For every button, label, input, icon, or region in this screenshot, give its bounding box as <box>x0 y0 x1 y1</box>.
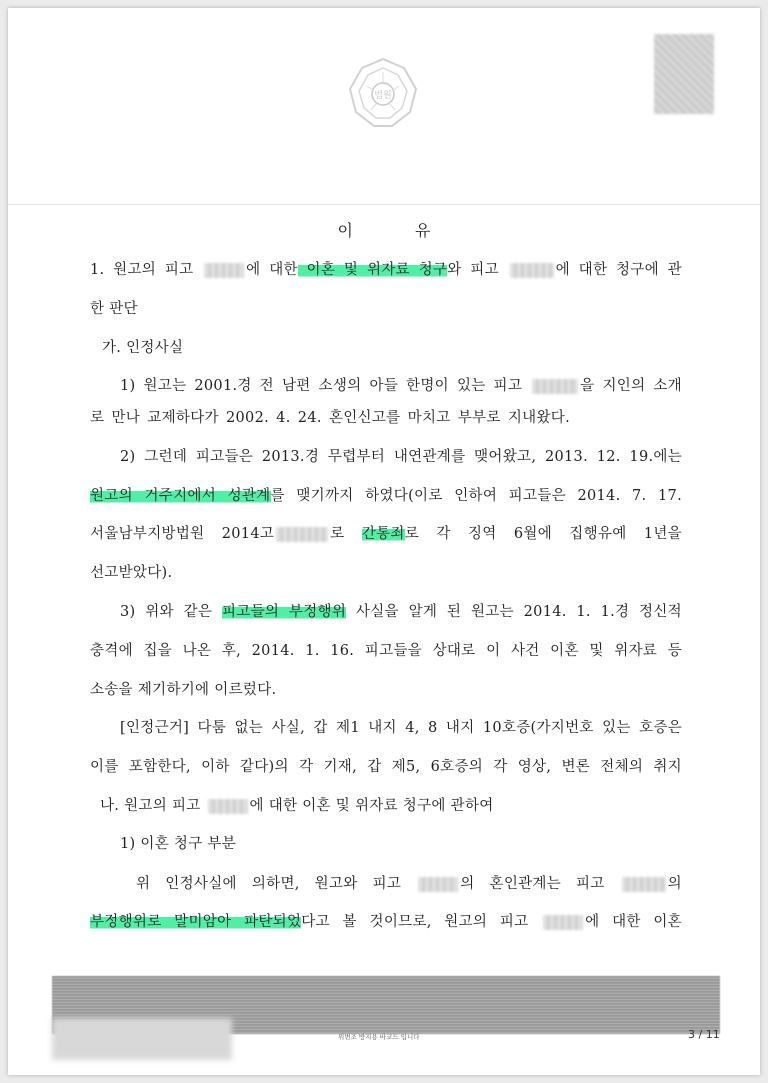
paragraph-line: 부정행위로 말미암아 파탄되었다고 볼 것이므로, 원고의 피고 에 대한 이혼 <box>90 914 682 930</box>
paragraph-line: 한 판단 <box>90 301 138 317</box>
paragraph-line: 소송을 제기하기에 이르렀다. <box>90 682 277 698</box>
highlight-mark: 피고들의 부정행위 <box>221 604 347 620</box>
highlight-mark: 간통죄 <box>361 526 405 542</box>
paragraph-line: 충격에 집을 나온 후, 2014. 1. 16. 피고들을 상대로 이 사건 이혼 및 위자료 등 <box>90 643 682 659</box>
redacted-name <box>532 379 578 394</box>
subsection-heading: 나. 원고의 피고 에 대한 이혼 및 위자료 청구에 관하여 <box>100 798 494 814</box>
redacted-name <box>622 877 666 892</box>
paragraph-line: 1) 원고는 2001.경 전 남편 소생의 아들 한명이 있는 피고 을 지인의 소개 <box>120 378 682 394</box>
subsection-heading: 가. 인정사실 <box>102 340 184 356</box>
redacted-footer-text <box>52 1018 232 1060</box>
barcode-caption: 위변조 방지용 바코드 입니다 <box>338 1033 420 1041</box>
page-header <box>8 8 760 204</box>
paragraph-line: 3) 위와 같은 피고들의 부정행위 사실을 알게 된 원고는 2014. 1. 1.경 정신적 <box>120 604 682 620</box>
document-page <box>8 8 760 1075</box>
redacted-name <box>510 263 554 278</box>
page-number: 3 / 11 <box>688 1028 720 1041</box>
paragraph-line: 로 만나 교제하다가 2002. 4. 24. 혼인신고를 마치고 부부로 지내왔다. <box>90 410 570 426</box>
redacted-case-number <box>276 527 328 542</box>
paragraph-line: 서울남부지방법원 2014고 로 간통죄로 각 징역 6월에 집행유예 1년을 <box>90 526 682 542</box>
paragraph-line: 2) 그런데 피고들은 2013.경 무렵부터 내연관계를 맺어왔고, 2013. 12. 19.에는 <box>120 449 682 465</box>
section-heading: 이유 <box>337 221 493 240</box>
subsection-heading: 1) 이혼 청구 부분 <box>120 836 237 852</box>
redacted-name <box>543 915 583 930</box>
redacted-name <box>418 877 458 892</box>
header-divider <box>8 204 760 205</box>
paragraph-line: 1. 원고의 피고 에 대한 이혼 및 위자료 청구와 피고 에 대한 청구에 관 <box>90 262 682 278</box>
paragraph-line: 원고의 거주지에서 성관계를 맺기까지 하였다(이로 인하여 피고들은 2014. 7. 17. <box>90 488 682 504</box>
highlight-mark: 부정행위로 말미암아 파탄되었 <box>90 914 302 930</box>
court-seal-text: 법원 <box>374 91 392 101</box>
redacted-name <box>204 263 244 278</box>
paragraph-line: 위 인정사실에 의하면, 원고와 피고 의 혼인관계는 피고 의 <box>136 876 682 892</box>
paragraph-line: 선고받았다). <box>90 565 173 581</box>
court-seal-icon <box>346 56 420 130</box>
redacted-name <box>208 799 248 814</box>
paragraph-line: 이를 포함한다, 이하 같다)의 각 기재, 갑 제5, 6호증의 각 영상, 변론 전체의 취지 <box>90 759 682 775</box>
highlight-mark: 원고의 거주지에서 성관계 <box>90 488 271 504</box>
paragraph-line: [인정근거] 다툼 없는 사실, 갑 제1 내지 4, 8 내지 10호증(가지번호 있는 호증은 <box>120 720 682 736</box>
redacted-stamp <box>654 34 714 114</box>
highlight-mark: 이혼 및 위자료 청구 <box>297 262 448 278</box>
